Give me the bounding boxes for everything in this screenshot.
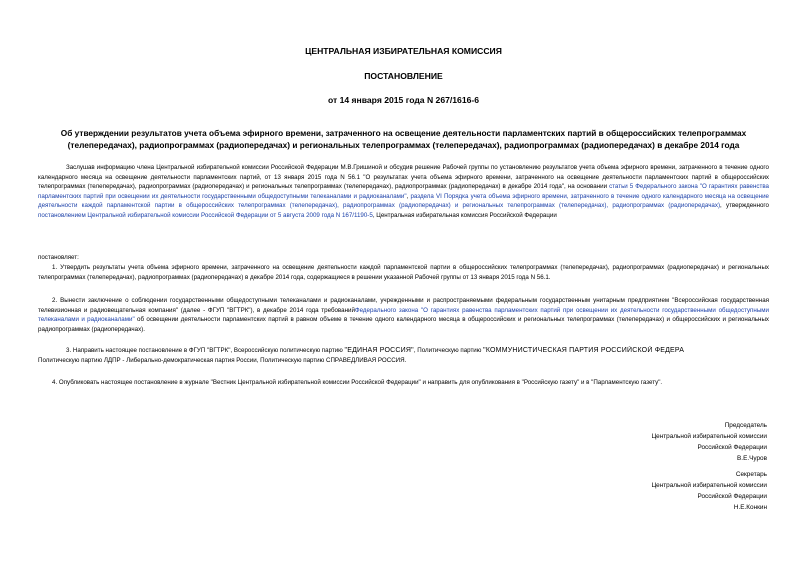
organization-title: ЦЕНТРАЛЬНАЯ ИЗБИРАТЕЛЬНАЯ КОМИССИЯ <box>305 46 502 56</box>
party-communist: "КОММУНИСТИЧЕСКАЯ ПАРТИЯ РОССИЙСКОЙ ФЕДЕРА <box>483 347 685 354</box>
resolves-label: постановляет: <box>38 254 79 261</box>
point-3-text-a: 3. Направить настоящее постановление в ФГУП "ВГТРК", Всероссийскую политическую партию <box>66 347 345 354</box>
intro-text-c: , утвержденного <box>720 202 769 209</box>
link-procedure-section-6[interactable]: раздела VI Порядка учета объема эфирного времени, затраченного в течение одного календарного месяца на освещение деятельности каждой парламентской партии в общероссийских телепрограммах (телепередачах), радиопрограммах (радиопередачах) и региональных телепрограммах (телепередачах), радиопрограммах (радиопередачах) <box>38 192 769 209</box>
signature-chair-name: В.Е.Чуров <box>737 455 767 462</box>
point-3-text-mid: , Политическую партию <box>413 347 484 354</box>
party-united-russia: "ЕДИНАЯ РОССИЯ" <box>344 347 414 354</box>
link-federal-law-guarantees[interactable]: Федерального закона "О гарантиях равенства парламентских партий при освещении их деятельности государственными общедоступными телеканалами и радиоканалами" <box>38 306 769 323</box>
intro-text-d: , Центральная избирательная комиссия Российской Федерации <box>372 211 557 219</box>
point-3 <box>38 346 769 365</box>
signature-secretary-body-2: Российской Федерации <box>697 493 767 500</box>
signature-chair-role: Председатель <box>724 422 767 429</box>
point-2 <box>38 296 769 334</box>
document-type: ПОСТАНОВЛЕНИЕ <box>364 71 443 81</box>
link-federal-law-article-5[interactable]: статьи 5 Федерального закона "О гарантиях равенства парламентских партий при освещении их деятельности государственными общедоступными телеканалами и радиоканалами" <box>38 183 770 200</box>
link-cec-resolution-2009[interactable]: постановлением Центральной избирательной комиссии Российской Федерации от 5 августа 2009 года N 167/1190-5 <box>38 211 373 219</box>
intro-text-b: , <box>406 192 411 200</box>
document-subject: Об утверждении результатов учета объема эфирного времени, затраченного на освещение деятельности парламентских партий в общероссийских телепрограммах (телепередачах), радиопрограммах (радиопередачах) и региональных телепрограммах (телепередачах), радиопрограммах (радиопередачах) в декабре 2014 года <box>60 128 747 150</box>
signature-secretary-role: Секретарь <box>735 471 767 478</box>
signature-secretary-name: Н.Е.Конкин <box>733 504 767 511</box>
point-3-text-b: Политическую партию ЛДПР - Либерально-демократическая партия России, Политическую партию СПРАВЕДЛИВАЯ РОССИЯ. <box>38 356 407 364</box>
point-3-line-1 <box>52 346 684 356</box>
signature-secretary-body-1: Центральной избирательной комиссии <box>651 482 767 489</box>
signature-secretary <box>651 469 767 513</box>
point-2-text-b: об освещении деятельности парламентских партий в равном объеме в течение одного календарного месяца в общероссийских и региональных телепрограммах (телепередачах) и общероссийских и региональных радиопрограммах (радиопередачах). <box>38 316 769 333</box>
point-2-text-a: 2. Вынести заключение о соблюдении государственными общедоступными телеканалами и радиоканалами, учрежденными и распространяемыми федеральным государственным унитарным предприятием "Всероссийская государственная телевизионная и радиовещательная компания" (далее - ФГУП "ВГТРК"), в декабре 2014 года требований <box>38 297 769 314</box>
signature-chair-body-1: Центральной избирательной комиссии <box>651 433 767 440</box>
signature-chair <box>651 420 767 464</box>
intro-paragraph <box>38 163 769 220</box>
point-1: 1. Утвердить результаты учета объема эфирного времени, затраченного на освещение деятельности каждой парламентской партии в общероссийских телепрограммах (телепередачах), радиопрограммах (радиопередачах) и региональных телепрограммах (телепередачах), радиопрограммах (радиопередачах) в декабре 2014 года, содержащиеся в решении указанной Рабочей группы от 13 января 2015 года N 56.1. <box>38 264 769 281</box>
signature-chair-body-2: Российской Федерации <box>697 444 767 451</box>
point-4: 4. Опубликовать настоящее постановление в журнале "Вестник Центральной избирательной комиссии Российской Федерации" и направить для опубликования в "Российскую газету" и в "Парламентскую газету". <box>52 379 663 386</box>
intro-text-a: Заслушав информацию члена Центральной избирательной комиссии Российской Федерации М.В.Гришиной и обсудив решение Рабочей группы по установлению результатов учета объема эфирного времени, затраченного в течение одного календарного месяца на освещение деятельности парламентских партий, от 13 января 2015 года N 56.1 "О результатах учета объема эфирного времени, затраченного на освещение деятельности парламентских партий в общероссийских телепрограммах (телепередачах), радиопрограммах (радиопередачах) и региональных телепрограммах (телепередачах), радиопрограммах (радиопередачах) в декабре 2014 года", на основании <box>38 164 769 190</box>
document-date-number: от 14 января 2015 года N 267/1616-6 <box>327 95 480 105</box>
